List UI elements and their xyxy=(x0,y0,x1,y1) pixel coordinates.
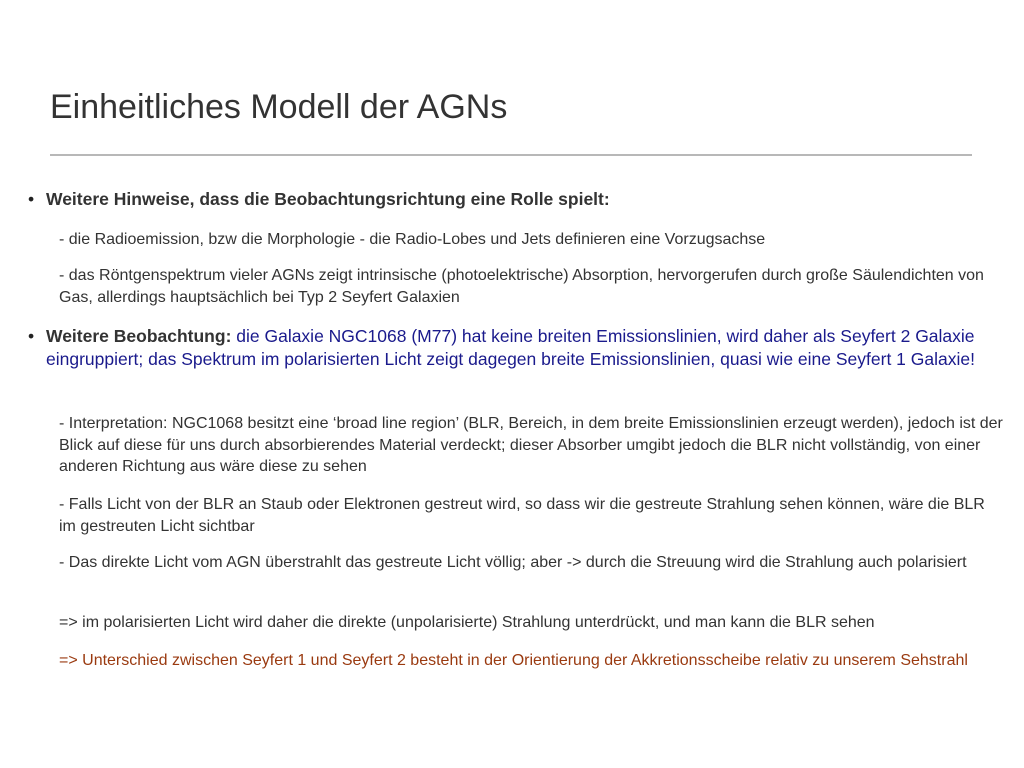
bullet-1-lead: Weitere Hinweise, dass die Beobachtungsrichtung eine Rolle spielt: xyxy=(46,189,610,209)
bullet-1-sub-2: - das Röntgenspektrum vieler AGNs zeigt intrinsische (photoelektrische) Absorption, hervorgerufen durch große Säulendichten von Gas, allerdings hauptsächlich bei Typ 2 Seyfert Galaxien xyxy=(59,267,984,306)
bullet-2-sub-2: - Falls Licht von der BLR an Staub oder Elektronen gestreut wird, so dass wir die gestreute Strahlung sehen können, wäre die BLR im gestreuten Licht sichtbar xyxy=(59,496,985,535)
bullet-2-observation: die Galaxie NGC1068 (M77) hat keine breiten Emissionslinien, wird daher als Seyfert 2 Galaxie eingruppiert; das Spektrum im polarisierten Licht zeigt dagegen breite Emissionslinien, quasi wie eine Seyfert 1 Galaxie! xyxy=(46,326,975,369)
bullet-2-lead: Weitere Beobachtung: xyxy=(46,326,232,346)
bullet-marker: • xyxy=(28,326,35,346)
bullet-1 xyxy=(28,188,994,211)
title-divider xyxy=(50,154,972,156)
bullet-1-sub-1: - die Radioemission, bzw die Morphologie - die Radio-Lobes und Jets definieren eine Vorzugsachse xyxy=(59,231,766,248)
slide-title: Einheitliches Modell der AGNs xyxy=(50,88,508,126)
bullet-2-sub-3: - Das direkte Licht vom AGN überstrahlt das gestreute Licht völlig; aber -> durch die Streuung wird die Strahlung auch polarisiert xyxy=(59,554,967,571)
bullet-2-sub-1: - Interpretation: NGC1068 besitzt eine ‘broad line region’ (BLR, Bereich, in dem breite Emissionslinien erzeugt werden), jedoch ist der Blick auf diese für uns durch absorbierendes Material verdeckt; dieser Absorber umgibt jedoch die BLR nicht vollständig, von einer anderen Richtung aus wäre diese zu sehen xyxy=(59,415,1003,475)
bullet-marker: • xyxy=(28,189,35,209)
bullet-2-sub-4: => im polarisierten Licht wird daher die direkte (unpolarisierte) Strahlung unterdrückt, und man kann die BLR sehen xyxy=(59,614,875,631)
bullet-2 xyxy=(28,325,994,371)
bullet-2-conclusion: => Unterschied zwischen Seyfert 1 und Seyfert 2 besteht in der Orientierung der Akkretionsscheibe relativ zu unserem Sehstrahl xyxy=(59,652,968,669)
